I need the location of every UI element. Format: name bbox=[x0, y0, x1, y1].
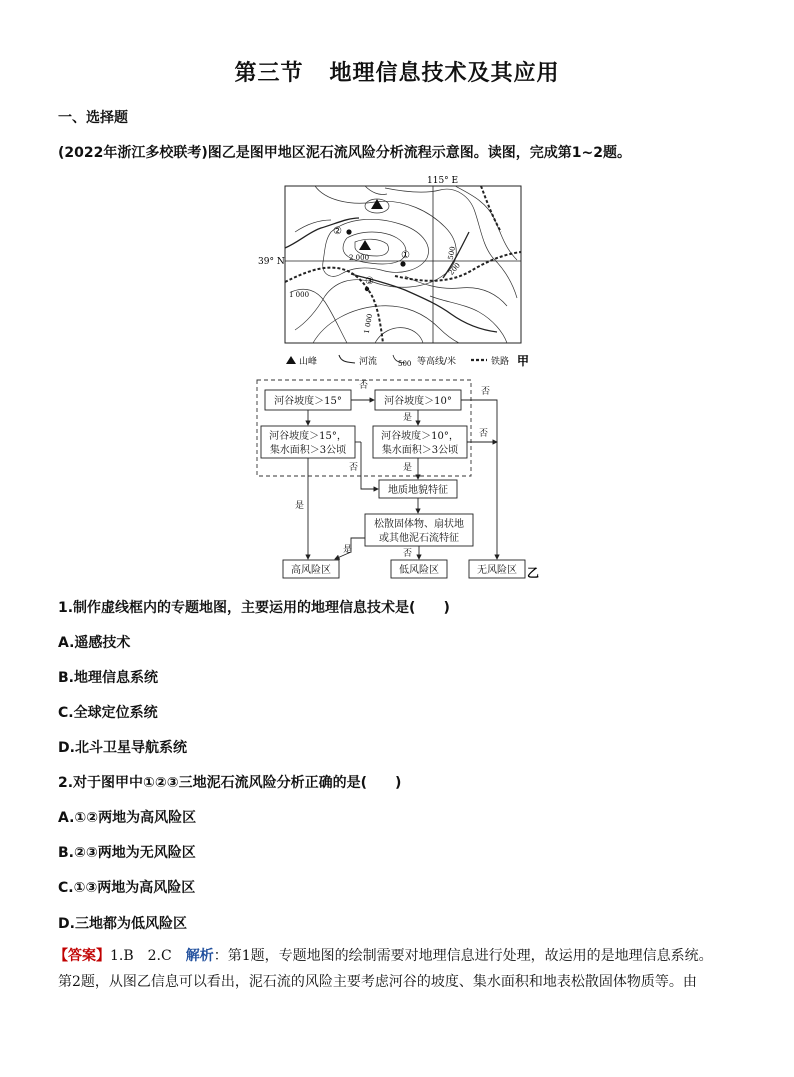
flow-box-no-risk: 无风险区 bbox=[477, 565, 517, 576]
flow-label-no: 否 bbox=[481, 387, 491, 397]
legend-contour-value: 500 bbox=[398, 360, 412, 368]
answer-value: 1.B 2.C bbox=[110, 948, 172, 964]
map-legend bbox=[286, 354, 529, 368]
map-lon-label: 115° E bbox=[427, 176, 459, 186]
map-contour-label: 2 000 bbox=[349, 254, 370, 262]
flow-label-no: 否 bbox=[479, 429, 489, 439]
flow-box-slope10-area: 河谷坡度＞10°， bbox=[381, 431, 459, 442]
question-2-stem: 2.对于图甲中①②③三地泥石流风险分析正确的是( ) bbox=[58, 775, 402, 791]
answer-line-1 bbox=[54, 946, 713, 966]
legend-railway-label: 铁路 bbox=[491, 357, 510, 367]
legend-contour-label: 等高线/米 bbox=[417, 357, 457, 367]
question-1-option-d: D.北斗卫星导航系统 bbox=[58, 740, 187, 756]
flow-box-slope10: 河谷坡度＞10° bbox=[384, 396, 452, 407]
legend-peak-label: 山峰 bbox=[299, 357, 318, 367]
question-1-option-c: C.全球定位系统 bbox=[58, 705, 158, 721]
question-1-option-a: A.遥感技术 bbox=[58, 635, 131, 651]
page-title: 第三节 地理信息技术及其应用 bbox=[234, 61, 560, 86]
flow-label-yes: 是 bbox=[403, 463, 413, 473]
section-heading: 一、选择题 bbox=[58, 110, 128, 126]
flow-label-yes: 是 bbox=[403, 413, 413, 423]
question-2-option-c: C.①③两地为高风险区 bbox=[58, 880, 196, 896]
question-2-option-b: B.②③两地为无风险区 bbox=[58, 845, 196, 861]
legend-river-label: 河流 bbox=[359, 357, 378, 367]
flow-box-geology: 地质地貌特征 bbox=[388, 485, 448, 496]
question-1-option-b: B.地理信息系统 bbox=[58, 670, 158, 686]
question-1-stem: 1.制作虚线框内的专题地图，主要运用的地理信息技术是( ) bbox=[58, 600, 450, 616]
map-contour-label: 1 000 bbox=[289, 291, 310, 299]
flow-label-no: 否 bbox=[349, 463, 359, 473]
flow-box-slope10-area: 集水面积＞3公顷 bbox=[381, 445, 459, 456]
map-contour-label: 1 000 bbox=[362, 313, 375, 335]
intro-text: (2022年浙江多校联考)图乙是图甲地区泥石流风险分析流程示意图。读图，完成第1~2题。 bbox=[58, 145, 631, 161]
map-contour-label: 500 bbox=[446, 245, 457, 261]
flow-label-no: 否 bbox=[403, 549, 413, 559]
map-point-label: ① bbox=[401, 250, 410, 261]
flowchart-figure bbox=[255, 378, 545, 582]
flow-label-yes: 是 bbox=[295, 501, 305, 511]
analysis-tag: 解析 bbox=[185, 948, 214, 964]
peak-icon bbox=[365, 199, 389, 213]
flow-box-low-risk: 低风险区 bbox=[399, 565, 439, 576]
map-point-label: ② bbox=[333, 226, 342, 237]
flow-box-slope15-area: 河谷坡度＞15°， bbox=[269, 431, 347, 442]
flow-box-material: 或其他泥石流特征 bbox=[379, 533, 459, 544]
flow-label-no: 否 bbox=[359, 381, 369, 391]
answer-tag: 【答案】 bbox=[54, 948, 110, 964]
analysis-text: ：第1题，专题地图的绘制需要对地理信息进行处理，故运用的是地理信息系统。 bbox=[213, 948, 713, 964]
flow-figure-label: 乙 bbox=[527, 566, 540, 580]
answer-line-2: 第2题，从图乙信息可以看出，泥石流的风险主要考虑河谷的坡度、集水面积和地表松散固体物质等。由 bbox=[58, 974, 697, 990]
question-2-option-a: A.①②两地为高风险区 bbox=[58, 810, 197, 826]
flow-box-material: 松散固体物、扇状地 bbox=[374, 519, 464, 530]
map-contour-label: 200 bbox=[447, 261, 462, 277]
flow-label-yes: 是 bbox=[343, 545, 353, 555]
question-2-option-d: D.三地都为低风险区 bbox=[58, 916, 187, 932]
map-point-label: ③ bbox=[365, 276, 374, 287]
flow-box-high-risk: 高风险区 bbox=[291, 565, 331, 576]
map-lat-label: 39° N bbox=[258, 257, 285, 267]
map-figure-label: 甲 bbox=[517, 354, 530, 368]
flow-box-slope15: 河谷坡度＞15° bbox=[274, 396, 342, 407]
flow-box-slope15-area: 集水面积＞3公顷 bbox=[269, 445, 347, 456]
peak-icon bbox=[359, 240, 371, 250]
map-figure bbox=[255, 172, 545, 368]
